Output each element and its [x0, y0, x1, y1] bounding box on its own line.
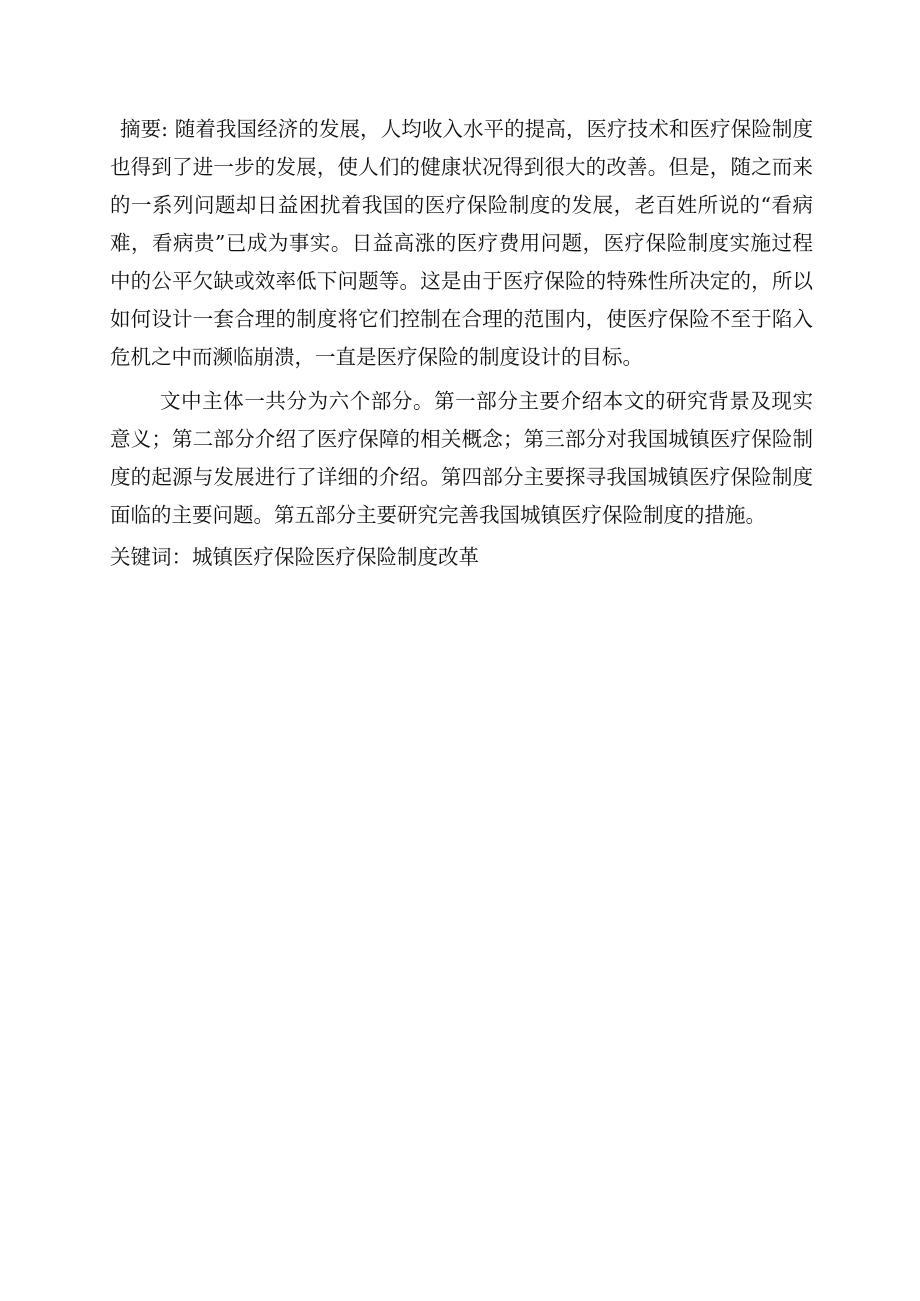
abstract-paragraph: [110, 110, 813, 376]
keywords-line: [110, 538, 813, 576]
document-page: [110, 110, 813, 576]
keywords-text: 城镇医疗保险医疗保险制度改革: [192, 545, 479, 569]
keywords-label: 关键词：: [110, 545, 192, 569]
body-paragraph: [110, 382, 813, 534]
body-text: 文中主体一共分为六个部分。第一部分主要介绍本文的研究背景及现实意义；第二部分介绍了医疗保障的相关概念；第三部分对我国城镇医疗保险制度的起源与发展进行了详细的介绍。第四部分主要探寻我国城镇医疗保险制度面临的主要问题。第五部分主要研究完善我国城镇医疗保险制度的措施。: [110, 389, 813, 527]
abstract-text: 随着我国经济的发展，人均收入水平的提高，医疗技术和医疗保险制度也得到了进一步的发展，使人们的健康状况得到很大的改善。但是，随之而来的一系列问题却日益困扰着我国的医疗保险制度的发展，老百姓所说的“看病难，看病贵”已成为事实。日益高涨的医疗费用问题，医疗保险制度实施过程中的公平欠缺或效率低下问题等。这是由于医疗保险的特殊性所决定的，所以如何设计一套合理的制度将它们控制在合理的范围内，使医疗保险不至于陷入危机之中而濒临崩溃，一直是医疗保险的制度设计的目标。: [110, 117, 813, 369]
abstract-label: 摘要:: [120, 117, 169, 141]
